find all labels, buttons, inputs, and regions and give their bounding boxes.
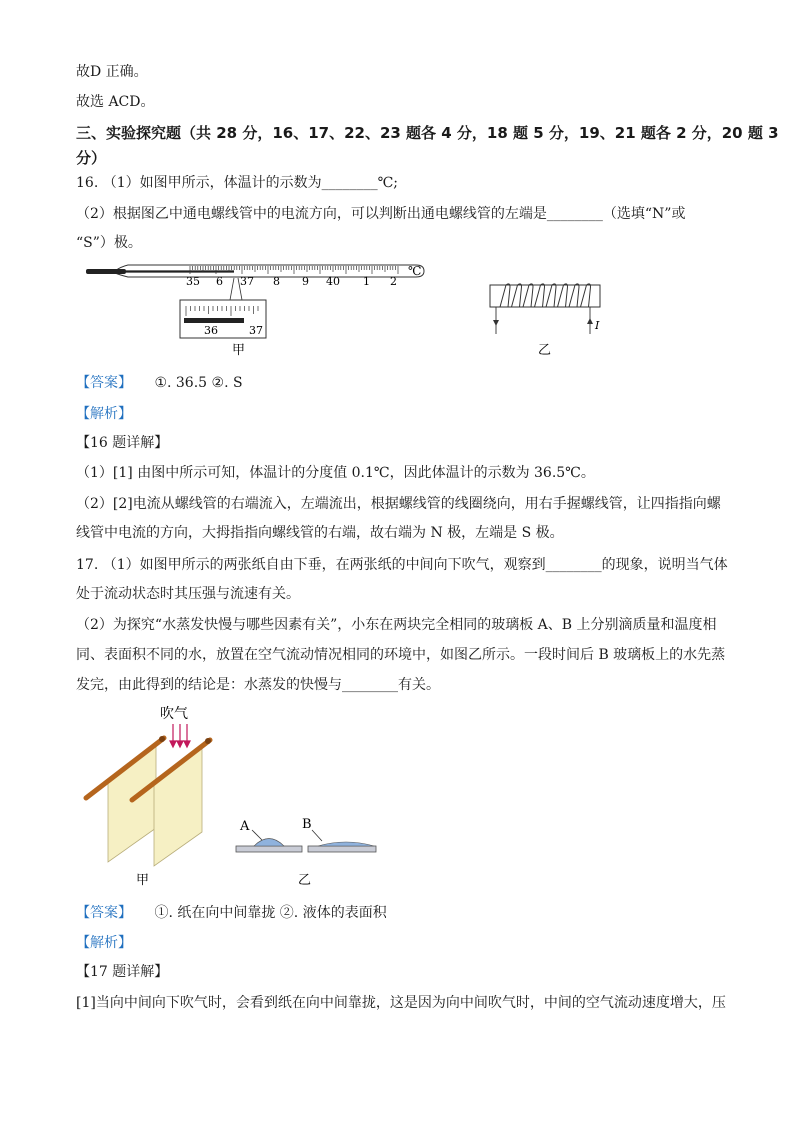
answer-tag: 【答案】 — [76, 375, 132, 391]
zoom-inset — [180, 300, 266, 338]
caption-jia-17: 甲 — [136, 873, 150, 888]
paper-sheet-left — [86, 736, 165, 862]
q17-part2-cont2: 发完，由此得到的结论是：水蒸发的快慢与________有关。 — [76, 677, 440, 693]
section-heading-cont: 分） — [76, 149, 107, 167]
answer-line-16 — [76, 373, 243, 393]
q17-detail-heading: 【17 题详解】 — [76, 964, 169, 980]
thermometer — [86, 264, 424, 300]
zoom-label-37: 37 — [249, 324, 263, 337]
blow-arrows — [170, 724, 190, 747]
q16-part2-cont: “S”）极。 — [76, 235, 142, 251]
plate-b-label: B — [302, 817, 312, 832]
figure-17 — [76, 700, 396, 890]
zoom-mercury — [184, 318, 244, 323]
scale-label-38: 8 — [273, 275, 280, 288]
blow-label: 吹气 — [160, 706, 188, 722]
figure-16 — [80, 256, 640, 366]
q16-part2: （2）根据图乙中通电螺线管中的电流方向，可以判断出通电螺线管的左端是________（选填“N”或 — [76, 206, 686, 222]
glass-plate-a — [236, 819, 302, 852]
analysis-tag: 【解析】 — [76, 406, 132, 422]
answer-16: ①. 36.5 ②. S — [154, 375, 243, 391]
scale-label-40: 40 — [326, 275, 340, 288]
caption-yi-17: 乙 — [298, 873, 312, 888]
answer-line-17 — [76, 903, 387, 923]
text-line-d-correct: 故D 正确。 — [76, 64, 148, 80]
q17-detail-1: [1]当向中间向下吹气时，会看到纸在向中间靠拢，这是因为向中间吹气时，中间的空气流动速度增大，压 — [76, 995, 726, 1011]
text-line-select-acd: 故选 ACD。 — [76, 94, 155, 110]
solenoid — [490, 284, 600, 334]
zoom-label-36: 36 — [204, 324, 218, 337]
q16-detail-2: （2）[2]电流从螺线管的右端流入，左端流出，根据螺线管的线圈绕向，用右手握螺线管，让四指指向螺 — [76, 496, 721, 512]
q17-part2: （2）为探究“水蒸发快慢与哪些因素有关”，小东在两块完全相同的玻璃板 A、B 上分别滴质量和温度相 — [76, 617, 717, 633]
q16-detail-1: （1）[1] 由图中所示可知，体温计的分度值 0.1℃，因此体温计的示数为 36.5℃。 — [76, 465, 595, 481]
unit-label: ℃ — [408, 264, 422, 278]
plate-a-label: A — [240, 819, 250, 834]
section-heading: 三、实验探究题（共 28 分，16、17、22、23 题各 4 分，18 题 5 分，19、21 题各 2 分，20 题 3 — [76, 124, 779, 142]
mercury-bulb — [86, 269, 126, 274]
q17-part1-cont: 处于流动状态时其压强与流速有关。 — [76, 586, 300, 602]
scale-label-35: 35 — [186, 275, 200, 288]
glass-plate-b — [302, 817, 376, 852]
q16-detail-2-cont: 线管中电流的方向，大拇指指向螺线管的右端，故右端为 N 极，左端是 S 极。 — [76, 525, 564, 541]
scale-label-42: 2 — [390, 275, 397, 288]
q16-detail-heading: 【16 题详解】 — [76, 435, 169, 451]
analysis-tag-17: 【解析】 — [76, 935, 132, 951]
q17-part1: 17. （1）如图甲所示的两张纸自由下垂，在两张纸的中间向下吹气，观察到________的现象，说明当气体 — [76, 557, 728, 573]
scale-label-36: 6 — [216, 275, 223, 288]
scale-label-41: 1 — [363, 275, 370, 288]
scale-label-39: 9 — [302, 275, 309, 288]
caption-yi-16: 乙 — [538, 343, 552, 358]
current-out-arrow — [493, 320, 499, 326]
answer-tag-17: 【答案】 — [76, 905, 132, 921]
current-label: I — [595, 319, 600, 332]
q16-part1: 16. （1）如图甲所示，体温计的示数为________℃; — [76, 175, 398, 191]
scale-label-37: 37 — [240, 275, 254, 288]
answer-17: ①. 纸在向中间靠拢 ②. 液体的表面积 — [154, 905, 387, 921]
current-in-arrow — [587, 318, 593, 324]
q17-part2-cont: 同、表面积不同的水，放置在空气流动情况相同的环境中，如图乙所示。一段时间后 B 玻璃板上的水先蒸 — [76, 647, 726, 663]
caption-jia-16: 甲 — [232, 343, 246, 358]
